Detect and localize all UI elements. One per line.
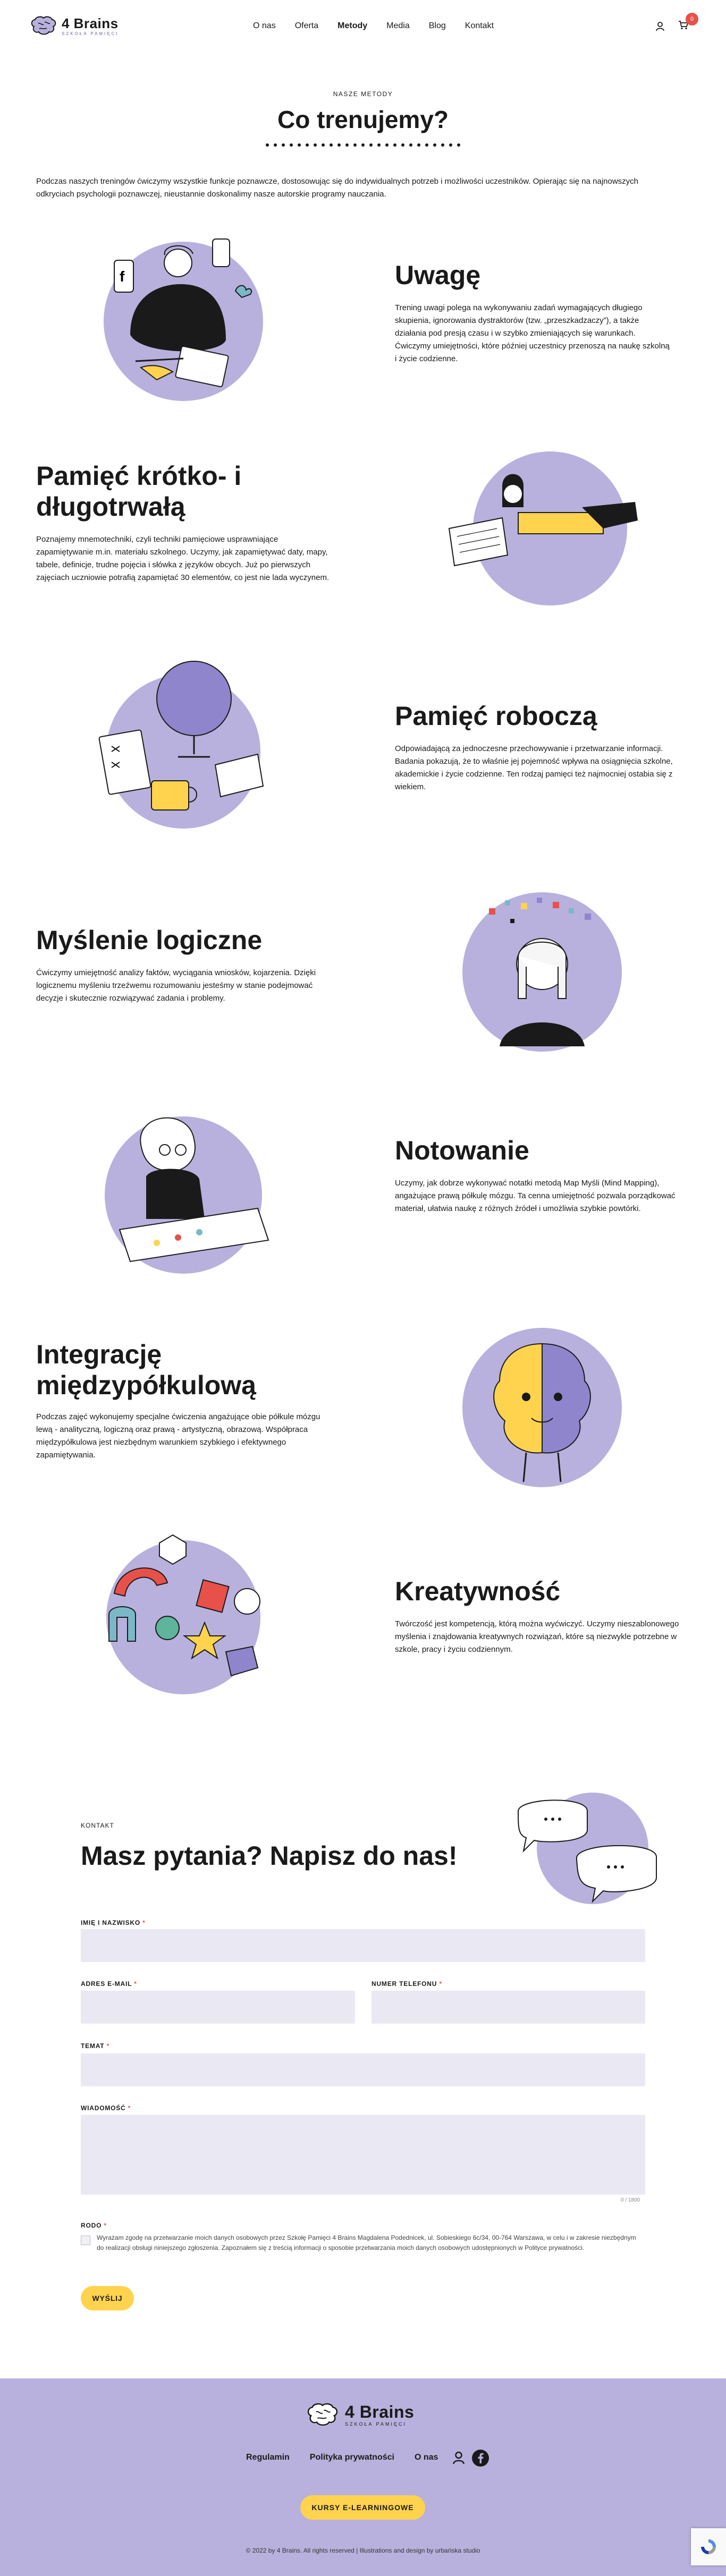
recaptcha-icon bbox=[699, 2537, 718, 2556]
recaptcha-badge[interactable] bbox=[691, 2528, 726, 2565]
section-eyebrow: NASZE METODY bbox=[333, 90, 393, 98]
section-text-uwage: Trening uwagi polega na wykonywaniu zadań wymagających długiego skupienia, ignorowania dystraktorów (tzw. „przeszkadzaczy”), a także działania pod presją czasu i w szybko zmieniających się warunkach. Ćwiczymy umiejętności, które później uczestnicy przenoszą na naukę szkolną i życie codzienne. bbox=[395, 303, 670, 363]
working-memory-illustration bbox=[98, 653, 274, 829]
message-label: WIADOMOŚĆ * bbox=[81, 2104, 131, 2112]
submit-button[interactable]: WYŚLIJ bbox=[81, 2286, 134, 2310]
message-textarea[interactable] bbox=[81, 2115, 645, 2195]
subject-input[interactable] bbox=[81, 2053, 645, 2086]
brain-logo-icon bbox=[30, 16, 57, 36]
nav-item-o-nas[interactable]: O nas bbox=[253, 21, 276, 30]
contact-eyebrow: KONTAKT bbox=[81, 1822, 114, 1829]
section-title-notowanie: Notowanie bbox=[395, 1136, 529, 1165]
footer-link-polityka[interactable]: Polityka prywatności bbox=[309, 2453, 394, 2462]
site-footer bbox=[0, 2378, 726, 2576]
footer-brand-name: 4 Brains bbox=[345, 2402, 415, 2421]
page-title: Co trenujemy? bbox=[277, 106, 449, 133]
nav-item-media[interactable]: Media bbox=[386, 21, 410, 30]
nav-item-metody[interactable]: Metody bbox=[337, 21, 368, 30]
subject-label: TEMAT * bbox=[81, 2042, 110, 2050]
brain-hemispheres-illustration bbox=[457, 1323, 627, 1498]
attention-illustration bbox=[98, 228, 268, 409]
header-icons bbox=[656, 16, 694, 32]
nav-item-oferta[interactable]: Oferta bbox=[294, 21, 319, 30]
site-header bbox=[0, 0, 726, 53]
section-title-myslenie: Myślenie logiczne bbox=[36, 925, 263, 955]
cart-count-badge: 0 bbox=[686, 13, 698, 25]
intro-text: Podczas naszych treningów ćwiczymy wszystkie funkcje poznawcze, dostosowując się do indywidualnych potrzeb i możliwości uczestników. Opierając się na najnowszych odkryciach psychologii poznawczej, nieustannie doskonalimy nasze autorskie programy nauczania. bbox=[36, 177, 639, 199]
note-taking-illustration bbox=[98, 1102, 279, 1277]
brand-name: 4 Brains bbox=[62, 15, 119, 31]
nav-item-kontakt[interactable]: Kontakt bbox=[465, 21, 494, 30]
section-text-integracja: Podczas zajęć wykonujemy specjalne ćwiczenia angażujące obie półkule mózgu lewą - analityczną, logiczną oraz prawą - artystyczną, obrazową. Współpraca międzypółkulowa jest niezbędnym warunkiem szybkiego i efektywnego zapamiętywania. bbox=[36, 1412, 320, 1460]
section-title-pamiec-robocza: Pamięć roboczą bbox=[395, 701, 597, 731]
phone-label: NUMER TELEFONU * bbox=[372, 1980, 442, 1988]
section-text-pamiec-krotko: Poznajemy mnemotechniki, czyli techniki pamięciowe usprawniające zapamiętywanie m.in. materiału szkolnego. Uczymy, jak zapamiętywać daty, mapy, tabele, definicje, trudne pojęcia i słówka z języków obcych. Już po pierwszych zajęciach uczniowie potrafią zapamiętać 30 elementów, co jest nie lada wyczynem. bbox=[36, 535, 330, 582]
email-input[interactable] bbox=[81, 1991, 355, 2024]
section-title-uwage: Uwagę bbox=[395, 260, 481, 290]
email-label: ADRES E-MAIL * bbox=[81, 1980, 137, 1988]
creativity-illustration bbox=[98, 1524, 279, 1700]
contact-title: Masz pytania? Napisz do nas! bbox=[81, 1841, 458, 1871]
dotted-divider bbox=[266, 143, 460, 148]
footer-brand-tagline: SZKOŁA PAMIĘCI bbox=[345, 2421, 407, 2427]
user-icon[interactable] bbox=[453, 2451, 465, 2465]
user-icon[interactable] bbox=[656, 22, 664, 31]
memory-illustration bbox=[444, 449, 646, 608]
chat-bubbles-illustration bbox=[513, 1790, 662, 1912]
rodo-consent-text: Wyrażam zgodę na przetwarzanie moich danych osobowych przez Szkołę Pamięci 4 Brains Magdalena Podednicek, ul. Sobieskiego 6c/34, 00-764 Warszawa, w celu i w zakresie niezbędnym do realizacji obsługi niniejszego zgłoszenia. Zapoznałem się z treścią informacji o sposobie przetwarzania moich danych osobowych udostępnionych w Polityce prywatności. bbox=[97, 2234, 636, 2252]
phone-input[interactable] bbox=[372, 1991, 645, 2024]
section-text-kreatywnosc: Twórczość jest kompetencją, którą można wyćwiczyć. Uczymy nieszablonowego myślenia i znajdowania kreatywnych rozwiązań, które są niezwykle potrzebne w szkole, pracy i życiu codziennym. bbox=[395, 1619, 679, 1654]
cart-button[interactable] bbox=[678, 16, 694, 32]
name-input[interactable] bbox=[81, 1929, 645, 1962]
section-title-integracja: Integrację międzypółkulową bbox=[36, 1340, 256, 1400]
nav-item-blog[interactable]: Blog bbox=[428, 21, 446, 30]
section-title-pamiec-krotko: Pamięć krótko- i długotrwałą bbox=[36, 461, 242, 522]
section-text-notowanie: Uczymy, jak dobrze wykonywać notatki metodą Map Myśli (Mind Mapping), angażujące prawą półkulę mózgu. Ta cenna umiejętność pozwala porządkować materiał, ułatwia naukę z różnych źródeł i umożliwia szybkie powtórki. bbox=[395, 1179, 676, 1213]
section-title-kreatywnosc: Kreatywność bbox=[395, 1576, 561, 1606]
footer-icons bbox=[453, 2450, 489, 2467]
section-text-pamiec-robocza: Odpowiadającą za jednoczesne przechowywanie i przetwarzanie informacji. Badania pokazują, że to właśnie jej pojemność wpływa na osiągnięcia szkolne, akademickie i życie codzienne. Ten rodzaj pamięci też najmocniej ostabia się z wiekiem. bbox=[395, 744, 673, 791]
footer-link-regulamin[interactable]: Regulamin bbox=[246, 2453, 290, 2462]
rodo-checkbox[interactable] bbox=[81, 2236, 90, 2245]
facebook-icon[interactable] bbox=[472, 2450, 489, 2467]
svg-text:f: f bbox=[120, 268, 125, 285]
main-nav bbox=[253, 21, 494, 31]
section-text-myslenie: Ćwiczymy umiejętność analizy faktów, wyciągania wniosków, kojarzenia. Dzięki logicznemu myśleniu trzeźwemu rozumowaniu jesteśmy w stanie podejmować decyzje i skutecznie rozwiązywać zadania i problemy. bbox=[36, 968, 316, 1003]
footer-links bbox=[246, 2453, 438, 2462]
logic-illustration bbox=[457, 887, 627, 1057]
brand-tagline: SZKOŁA PAMIĘCI bbox=[62, 31, 119, 36]
copyright-text: © 2022 by 4 Brains. All rights reserved | Illustrations and design by urbańska studio bbox=[246, 2547, 480, 2554]
elearning-courses-button[interactable]: KURSY E-LEARNINGOWE bbox=[300, 2495, 425, 2520]
message-char-counter: 0 / 1800 bbox=[621, 2197, 640, 2203]
logo[interactable] bbox=[30, 16, 119, 36]
brain-logo-icon bbox=[306, 2403, 340, 2427]
footer-logo[interactable] bbox=[306, 2403, 414, 2427]
rodo-label: RODO * bbox=[81, 2222, 107, 2229]
footer-link-o-nas[interactable]: O nas bbox=[414, 2453, 438, 2462]
name-label: IMIĘ I NAZWISKO * bbox=[81, 1919, 146, 1926]
